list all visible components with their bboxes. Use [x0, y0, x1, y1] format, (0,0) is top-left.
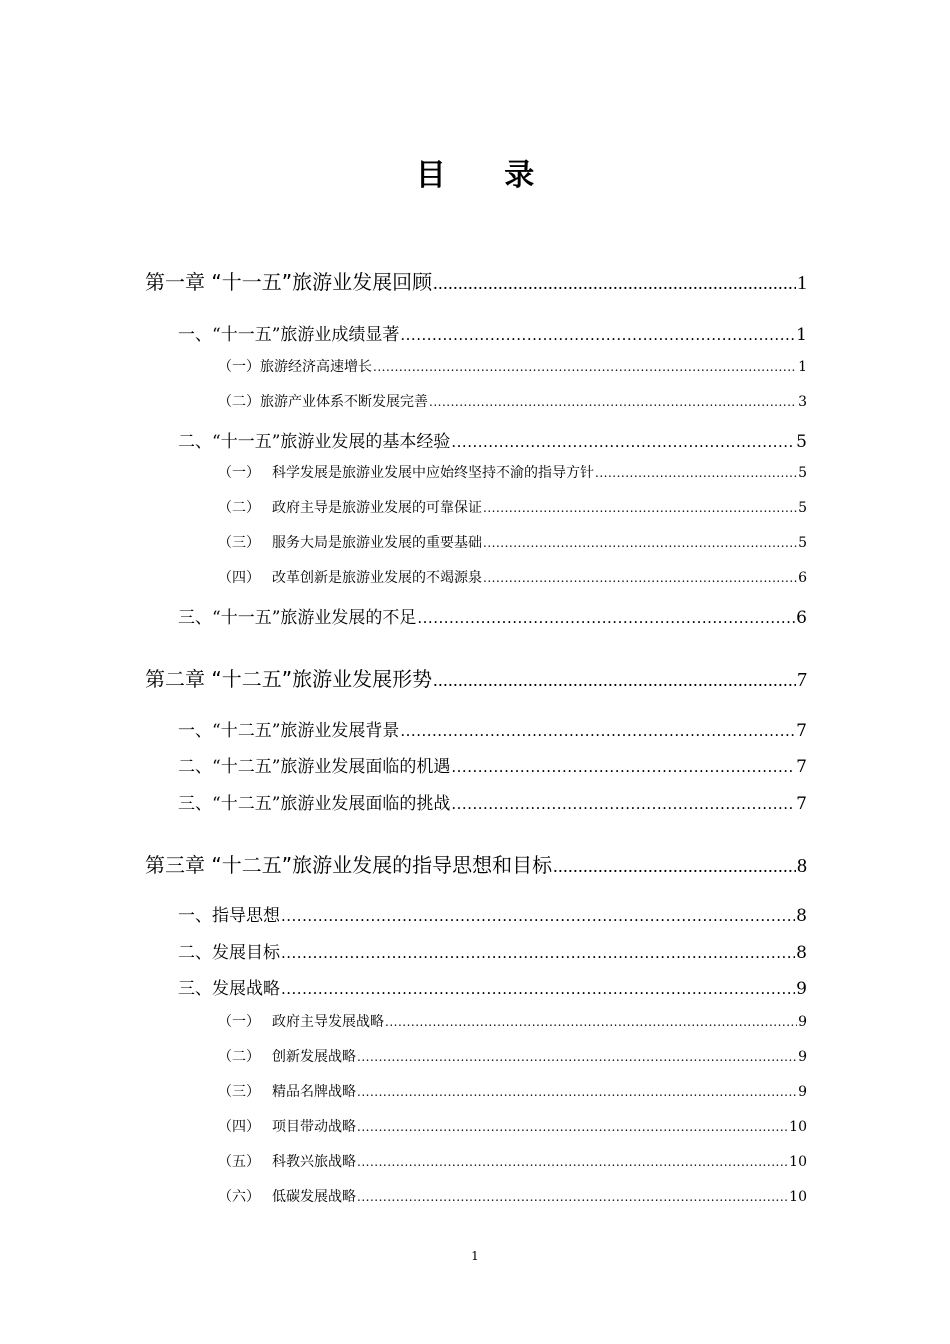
toc-entry-label — [218, 1081, 356, 1101]
toc-entry[interactable] — [218, 1116, 807, 1136]
toc-entry-text: 改革创新是旅游业发展的不竭源泉 — [272, 570, 482, 586]
toc-entry-text: 政府主导是旅游业发展的可靠保证 — [272, 500, 482, 516]
toc-entry[interactable] — [145, 849, 807, 878]
toc-leader-dots — [357, 1085, 797, 1099]
toc-entry-label — [178, 427, 450, 452]
toc-entry-number: （二） — [218, 394, 260, 410]
toc-entry-page: 1 — [798, 359, 807, 375]
toc-entry-page: 7 — [797, 669, 807, 691]
toc-entry-text: 二、“十二五”旅游业发展面临的机遇 — [178, 757, 451, 777]
toc-leader-dots — [483, 536, 797, 550]
toc-entry-page: 8 — [796, 943, 807, 963]
toc-entry-text: 政府主导发展战略 — [272, 1014, 384, 1030]
toc-leader-dots — [451, 433, 795, 451]
toc-entry-page: 7 — [796, 757, 807, 777]
toc-entry-text: 服务大局是旅游业发展的重要基础 — [272, 535, 482, 551]
toc-entry-text: 旅游经济高速增长 — [260, 359, 372, 375]
toc-entry-text: 科学发展是旅游业发展中应始终坚持不渝的指导方针 — [272, 465, 594, 481]
toc-leader-dots — [451, 758, 795, 776]
toc-entry-label — [178, 716, 399, 741]
toc-entry[interactable] — [218, 462, 807, 482]
toc-entry[interactable] — [178, 789, 807, 814]
toc-entry[interactable] — [145, 663, 807, 692]
toc-entry[interactable] — [218, 1011, 807, 1031]
toc-entry-page: 1 — [797, 272, 807, 294]
toc-entry-text: 三、“十二五”旅游业发展面临的挑战 — [178, 794, 451, 814]
toc-entry-label — [178, 752, 450, 777]
toc-entry-text: 一、“十一五”旅游业成绩显著 — [178, 325, 400, 345]
toc-entry-page: 10 — [789, 1154, 807, 1170]
toc-entry-number: （二） — [218, 1049, 260, 1065]
toc-entry[interactable] — [218, 1186, 807, 1206]
toc-leader-dots — [400, 326, 795, 344]
toc-entry-text: 第二章 “十二五”旅游业发展形势 — [145, 667, 433, 691]
toc-entry-label — [218, 391, 428, 411]
toc-entry[interactable] — [218, 567, 807, 587]
toc-leader-dots — [595, 466, 797, 480]
toc-entry-text: 一、指导思想 — [178, 906, 280, 926]
toc-entry-label — [218, 532, 482, 552]
toc-entry[interactable] — [178, 752, 807, 777]
toc-entry-label — [178, 974, 280, 999]
toc-leader-dots — [357, 1050, 797, 1064]
toc-entry-text: 低碳发展战略 — [272, 1189, 356, 1205]
toc-entry-text: 精品名牌战略 — [272, 1084, 356, 1100]
toc-entry-number: （一） — [218, 359, 260, 375]
toc-entry-page: 9 — [798, 1049, 807, 1065]
toc-entry-page: 5 — [798, 500, 807, 516]
toc-leader-dots — [433, 670, 796, 691]
toc-leader-dots — [483, 501, 797, 515]
toc-entry-page: 10 — [789, 1119, 807, 1135]
toc-entry[interactable] — [178, 938, 807, 963]
toc-entry-page: 9 — [798, 1084, 807, 1100]
toc-leader-dots — [281, 907, 795, 925]
toc-entry-page: 1 — [796, 325, 807, 345]
toc-entry-label — [218, 567, 482, 587]
toc-entry-number: （一） — [218, 465, 260, 481]
toc-entry[interactable] — [218, 391, 807, 411]
toc-entry[interactable] — [178, 320, 807, 345]
toc-leader-dots — [357, 1155, 788, 1169]
toc-entry-text: 第一章 “十一五”旅游业发展回顾 — [145, 270, 433, 294]
toc-entry-label — [178, 789, 450, 814]
toc-leader-dots — [400, 722, 795, 740]
toc-entry-label — [178, 938, 280, 963]
toc-leader-dots — [433, 273, 796, 294]
toc-entry-label — [178, 320, 399, 345]
toc-entry[interactable] — [178, 427, 807, 452]
toc-entry-number: （四） — [218, 570, 260, 586]
toc-entry-text: 二、发展目标 — [178, 943, 280, 963]
toc-entry[interactable] — [178, 603, 807, 628]
toc-entry[interactable] — [178, 901, 807, 926]
toc-leader-dots — [281, 980, 795, 998]
toc-leader-dots — [553, 856, 796, 877]
toc-entry-page: 10 — [789, 1189, 807, 1205]
toc-entry-page: 7 — [796, 721, 807, 741]
toc-leader-dots — [417, 609, 795, 627]
toc-entry-label — [218, 497, 482, 517]
toc-entry[interactable] — [218, 356, 807, 376]
toc-entry-number: （五） — [218, 1154, 260, 1170]
toc-entry-page: 6 — [796, 608, 807, 628]
toc-leader-dots — [451, 795, 795, 813]
toc-entry-label — [218, 1116, 356, 1136]
toc-entry-label — [145, 663, 432, 692]
toc-entry-text: 一、“十二五”旅游业发展背景 — [178, 721, 400, 741]
toc-entry-number: （一） — [218, 1014, 260, 1030]
toc-entry-number: （三） — [218, 1084, 260, 1100]
toc-leader-dots — [357, 1190, 788, 1204]
toc-leader-dots — [429, 395, 797, 409]
toc-entry-label — [145, 266, 432, 295]
toc-entry-text: 科教兴旅战略 — [272, 1154, 356, 1170]
toc-entry-text: 旅游产业体系不断发展完善 — [260, 394, 428, 410]
toc-entry-page: 8 — [797, 855, 807, 877]
toc-entry-text: 三、“十一五”旅游业发展的不足 — [178, 608, 417, 628]
toc-entry-page: 3 — [798, 394, 807, 410]
toc-entry-number: （二） — [218, 500, 260, 516]
toc-entry-label — [178, 603, 416, 628]
toc-entry[interactable] — [218, 1151, 807, 1171]
toc-entry-label — [218, 1151, 356, 1171]
page-number: 1 — [471, 1249, 479, 1263]
toc-title: 目 录 — [415, 158, 559, 193]
toc-entry[interactable] — [178, 974, 807, 999]
toc-entry-text: 第三章 “十二五”旅游业发展的指导思想和目标 — [145, 853, 553, 877]
toc-entry-page: 6 — [798, 570, 807, 586]
toc-leader-dots — [385, 1015, 797, 1029]
toc-leader-dots — [281, 944, 795, 962]
toc-entry-text: 项目带动战略 — [272, 1119, 356, 1135]
toc-entry-page: 7 — [796, 794, 807, 814]
toc-entry[interactable] — [218, 497, 807, 517]
toc-entry-label — [218, 462, 594, 482]
toc-leader-dots — [373, 360, 797, 374]
toc-entry-text: 二、“十一五”旅游业发展的基本经验 — [178, 432, 451, 452]
toc-entry[interactable] — [218, 1046, 807, 1066]
toc-entry[interactable] — [218, 1081, 807, 1101]
toc-entry-label — [145, 849, 552, 878]
toc-entry-number: （六） — [218, 1189, 260, 1205]
toc-entry-label — [218, 1046, 356, 1066]
toc-entry-page: 5 — [798, 535, 807, 551]
toc-entry-label — [178, 901, 280, 926]
toc-leader-dots — [483, 571, 797, 585]
toc-entry-page: 9 — [798, 1014, 807, 1030]
toc-entry-page: 9 — [796, 979, 807, 999]
toc-entry-number: （四） — [218, 1119, 260, 1135]
toc-entry-label — [218, 356, 372, 376]
toc-entry-text: 创新发展战略 — [272, 1049, 356, 1065]
toc-entry[interactable] — [145, 266, 807, 295]
toc-entry-text: 三、发展战略 — [178, 979, 280, 999]
toc-entry-page: 8 — [796, 906, 807, 926]
toc-entry-number: （三） — [218, 535, 260, 551]
toc-entry-label — [218, 1186, 356, 1206]
toc-entry-page: 5 — [798, 465, 807, 481]
toc-entry-page: 5 — [796, 432, 807, 452]
toc-entry[interactable] — [218, 532, 807, 552]
toc-leader-dots — [357, 1120, 788, 1134]
toc-entry[interactable] — [178, 716, 807, 741]
toc-entry-label — [218, 1011, 384, 1031]
